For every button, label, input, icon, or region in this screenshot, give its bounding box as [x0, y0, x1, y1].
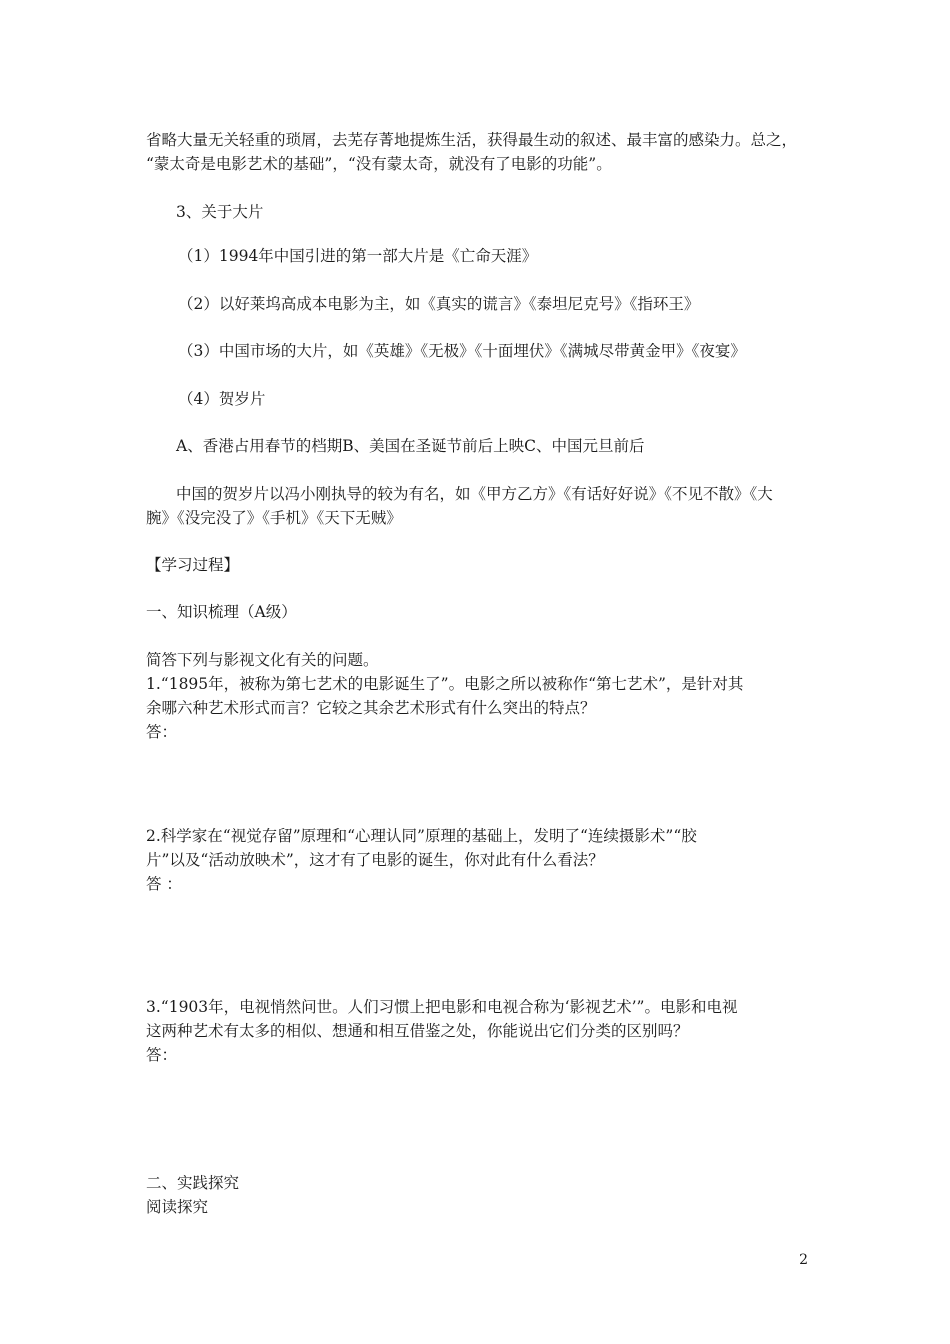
blockbuster-item-2: （2）以好莱坞高成本电影为主，如《真实的谎言》《泰坦尼克号》《指环王》 [178, 295, 700, 313]
question-1-line-2: 余哪六种艺术形式而言？它较之其余艺术形式有什么突出的特点？ [146, 699, 596, 717]
question-2-answer: 答 ： [146, 875, 182, 893]
part-2-title: 二、实践探究 [146, 1174, 240, 1192]
hesui-films-line-1: 中国的贺岁片以冯小刚执导的较为有名，如《甲方乙方》《有话好好说》《不见不散》《大 [176, 485, 773, 503]
intro-line-1: 省略大量无关轻重的琐屑，去芜存菁地提炼生活，获得最生动的叙述、最丰富的感染力。总之， [146, 131, 798, 149]
question-3-line-2: 这两种艺术有太多的相似、想通和相互借鉴之处，你能说出它们分类的区别吗？ [146, 1022, 689, 1040]
learning-process-heading: 【学习过程】 [146, 556, 240, 574]
blockbuster-item-4: （4）贺岁片 [178, 390, 266, 408]
question-3-line-1: 3.“1903年，电视悄然问世。人们习惯上把电影和电视合称为‘影视艺术’”。电影和电视 [146, 998, 738, 1016]
question-2-line-2: 片”以及“活动放映术”，这才有了电影的诞生，你对此有什么看法？ [146, 851, 604, 869]
page-number: 2 [799, 1252, 808, 1268]
question-1-answer: 答： [146, 723, 178, 741]
hesui-films-line-2: 腕》《没完没了》《手机》《天下无贼》 [146, 509, 402, 527]
question-3-answer: 答： [146, 1046, 178, 1064]
question-1-line-1: 1.“1895年，被称为第七艺术的电影诞生了”。电影之所以被称作“第七艺术”，是针对其 [146, 675, 744, 693]
intro-line-2: “蒙太奇是电影艺术的基础”，“没有蒙太奇，就没有了电影的功能”。 [146, 155, 612, 173]
hesui-schedule-line: A、香港占用春节的档期B、美国在圣诞节前后上映C、中国元旦前后 [176, 437, 645, 455]
blockbuster-item-3: （3）中国市场的大片，如《英雄》《无极》《十面埋伏》《满城尽带黄金甲》《夜宴》 [178, 342, 746, 360]
blockbuster-item-1: （1）1994年中国引进的第一部大片是《亡命天涯》 [178, 247, 538, 265]
part-1-title: 一、知识梳理（A级） [146, 603, 297, 621]
part-2-subtitle: 阅读探究 [146, 1198, 209, 1216]
question-2-line-1: 2.科学家在“视觉存留”原理和“心理认同”原理的基础上，发明了“连续摄影术”“胶 [146, 827, 697, 845]
section-3-heading: 3、关于大片 [176, 203, 264, 221]
instruction-text: 简答下列与影视文化有关的问题。 [146, 651, 379, 669]
